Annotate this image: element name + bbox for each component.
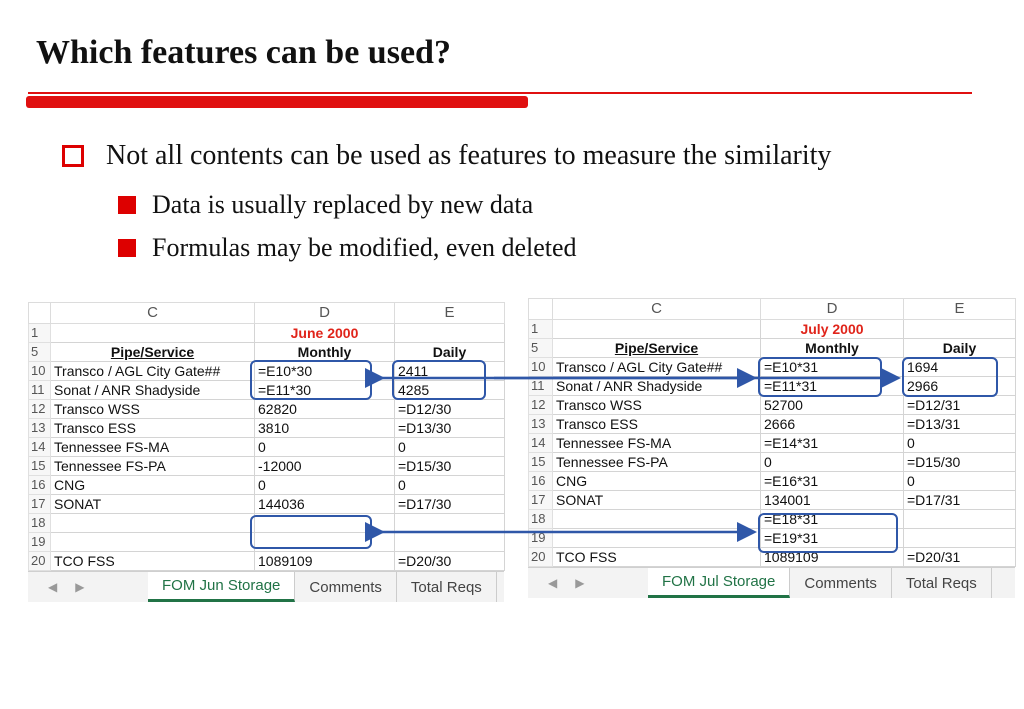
cell-monthly[interactable]: 62820 [255,400,395,419]
row-number[interactable]: 14 [29,438,51,457]
row-number[interactable]: 12 [29,400,51,419]
row-number[interactable]: 14 [529,434,553,453]
row-number[interactable]: 10 [29,362,51,381]
column-header-row [529,299,1016,320]
cell-pipe-service[interactable]: TCO FSS [553,548,761,567]
cell-monthly[interactable]: Monthly [761,339,904,358]
sheet-row [529,339,1016,358]
sheet-row [29,438,505,457]
bullet-main [62,140,831,172]
select-all-corner[interactable] [29,303,51,324]
row-number[interactable]: 5 [529,339,553,358]
cell-monthly[interactable]: =E11*31 [761,377,904,396]
cell-monthly[interactable]: June 2000 [255,324,395,343]
filled-square-bullet-icon [118,239,136,257]
cell-monthly[interactable]: -12000 [255,457,395,476]
cell-pipe-service[interactable]: Transco WSS [553,396,761,415]
row-number[interactable]: 12 [529,396,553,415]
sheet-tab-bar [28,571,504,602]
column-header[interactable]: D [761,299,904,320]
next-sheet-icon[interactable]: ▶ [575,576,585,590]
row-number[interactable]: 10 [529,358,553,377]
row-number[interactable]: 15 [529,453,553,472]
sub-bullet-text: Formulas may be modified, even deleted [152,233,577,262]
sheet-row [529,491,1016,510]
sheet-tab-fom-jul-storage[interactable]: FOM Jul Storage [648,568,790,598]
cell-pipe-service[interactable]: Tennessee FS-MA [51,438,255,457]
sheet-row [529,453,1016,472]
column-header[interactable]: C [553,299,761,320]
cell-pipe-service[interactable]: Transco ESS [51,419,255,438]
cell-daily[interactable]: =D17/31 [904,491,1016,510]
cell-pipe-service[interactable]: Transco / AGL City Gate## [51,362,255,381]
sheet-tab-comments[interactable]: Comments [790,568,892,598]
sheet-row [29,324,505,343]
cell-pipe-service[interactable] [553,320,761,339]
cell-daily[interactable]: =D12/30 [395,400,505,419]
cell-pipe-service[interactable] [51,533,255,552]
row-number[interactable]: 18 [29,514,51,533]
prev-sheet-icon[interactable]: ◀ [548,576,558,590]
cell-monthly[interactable]: =E19*31 [761,529,904,548]
row-number[interactable]: 5 [29,343,51,362]
cell-daily[interactable]: 0 [904,472,1016,491]
cell-pipe-service[interactable]: TCO FSS [51,552,255,571]
cell-monthly[interactable]: =E14*31 [761,434,904,453]
highlight-jul-new-formulas [758,513,898,553]
cell-pipe-service[interactable]: Sonat / ANR Shadyside [51,381,255,400]
column-header[interactable]: E [904,299,1016,320]
row-number[interactable]: 17 [529,491,553,510]
row-number[interactable]: 16 [529,472,553,491]
cell-daily[interactable]: 2411 [395,362,505,381]
sheet-row [29,419,505,438]
bullet-main-text: Not all contents can be used as features to measure the similarity [106,140,832,171]
row-number[interactable]: 19 [29,533,51,552]
row-number[interactable]: 11 [29,381,51,400]
cell-daily[interactable]: Daily [904,339,1016,358]
cell-daily[interactable] [395,324,505,343]
cell-daily[interactable]: =D15/30 [395,457,505,476]
cell-monthly[interactable]: July 2000 [761,320,904,339]
sheet-tab-total-reqs[interactable]: Total Reqs [892,568,992,598]
row-number[interactable]: 16 [29,476,51,495]
cell-monthly[interactable]: 1089109 [761,548,904,567]
cell-pipe-service[interactable]: CNG [51,476,255,495]
cell-daily[interactable]: 0 [904,434,1016,453]
cell-pipe-service[interactable]: SONAT [553,491,761,510]
cell-monthly[interactable]: 0 [255,438,395,457]
cell-pipe-service[interactable] [553,510,761,529]
cell-pipe-service[interactable] [51,514,255,533]
highlight-jul-monthly-formulas [758,357,882,397]
row-number[interactable]: 20 [29,552,51,571]
select-all-corner[interactable] [529,299,553,320]
cell-pipe-service[interactable]: Transco WSS [51,400,255,419]
cell-monthly[interactable]: 0 [255,476,395,495]
cell-pipe-service[interactable]: Tennessee FS-PA [51,457,255,476]
sheet-row [29,552,505,571]
cell-daily[interactable] [904,320,1016,339]
cell-monthly[interactable]: 144036 [255,495,395,514]
sheet-row [529,320,1016,339]
row-number[interactable]: 11 [529,377,553,396]
prev-sheet-icon[interactable]: ◀ [48,580,58,594]
sheet-row [29,476,505,495]
highlight-jun-empty-rows [250,515,372,549]
sheet-tab-fom-jun-storage[interactable]: FOM Jun Storage [148,572,295,602]
cell-daily[interactable]: =D20/30 [395,552,505,571]
row-number[interactable]: 13 [29,419,51,438]
spreadsheet-june [28,302,504,602]
column-header[interactable]: E [395,303,505,324]
cell-monthly[interactable]: 134001 [761,491,904,510]
row-number[interactable]: 15 [29,457,51,476]
sheet-row [529,472,1016,491]
cell-daily[interactable]: 0 [395,476,505,495]
sheet-row [529,396,1016,415]
cell-daily[interactable]: 2966 [904,377,1016,396]
row-number[interactable]: 1 [29,324,51,343]
cell-daily[interactable] [395,514,505,533]
filled-square-bullet-icon [118,196,136,214]
column-header[interactable]: D [255,303,395,324]
cell-monthly[interactable]: =E10*30 [255,362,395,381]
title-underline-bar [26,96,528,108]
row-number[interactable]: 1 [529,320,553,339]
cell-daily[interactable]: =D15/30 [904,453,1016,472]
cell-daily[interactable] [904,510,1016,529]
sub-bullet-text: Data is usually replaced by new data [152,190,534,219]
column-header-row [29,303,505,324]
cell-monthly[interactable]: 3810 [255,419,395,438]
cell-pipe-service[interactable]: Pipe/Service [553,339,761,358]
sheet-row [29,495,505,514]
cell-daily[interactable]: 1694 [904,358,1016,377]
cell-daily[interactable]: 4285 [395,381,505,400]
sheet-row [29,343,505,362]
cell-daily[interactable] [395,533,505,552]
cell-daily[interactable] [904,529,1016,548]
cell-pipe-service[interactable]: Tennessee FS-PA [553,453,761,472]
cell-pipe-service[interactable]: Pipe/Service [51,343,255,362]
cell-pipe-service[interactable] [553,529,761,548]
next-sheet-icon[interactable]: ▶ [75,580,85,594]
highlight-jun-monthly-formulas [250,360,372,400]
sheet-tab-bar [528,567,1015,598]
row-number[interactable]: 19 [529,529,553,548]
cell-pipe-service[interactable]: SONAT [51,495,255,514]
sheet-row [29,457,505,476]
cell-monthly[interactable]: =E18*31 [761,510,904,529]
cell-monthly[interactable]: 52700 [761,396,904,415]
cell-monthly[interactable]: =E16*31 [761,472,904,491]
row-number[interactable]: 17 [29,495,51,514]
cell-pipe-service[interactable]: Tennessee FS-MA [553,434,761,453]
sheet-tab-comments[interactable]: Comments [295,572,397,602]
cell-monthly[interactable]: 2666 [761,415,904,434]
cell-daily[interactable]: 0 [395,438,505,457]
sheet-tab-total-reqs[interactable]: Total Reqs [397,572,497,602]
row-number[interactable]: 20 [529,548,553,567]
sub-bullet [118,190,533,220]
cell-daily[interactable]: =D17/30 [395,495,505,514]
cell-pipe-service[interactable]: Transco ESS [553,415,761,434]
row-number[interactable]: 18 [529,510,553,529]
cell-daily[interactable]: =D13/31 [904,415,1016,434]
title-underline-thin [28,92,972,94]
sheet-row [529,434,1016,453]
sheet-nav[interactable] [28,572,148,602]
cell-pipe-service[interactable] [51,324,255,343]
slide-title: Which features can be used? [36,34,451,71]
hollow-square-bullet-icon [62,145,84,167]
column-header[interactable]: C [51,303,255,324]
cell-pipe-service[interactable]: Transco / AGL City Gate## [553,358,761,377]
cell-monthly[interactable]: 1089109 [255,552,395,571]
highlight-jun-daily-values [392,360,486,400]
cell-monthly[interactable]: =E11*30 [255,381,395,400]
cell-monthly[interactable]: =E10*31 [761,358,904,377]
cell-daily[interactable]: Daily [395,343,505,362]
row-number[interactable]: 13 [529,415,553,434]
cell-daily[interactable]: =D20/31 [904,548,1016,567]
highlight-jul-daily-values [902,357,998,397]
spreadsheet-july [528,298,1015,598]
cell-monthly[interactable]: Monthly [255,343,395,362]
cell-daily[interactable]: =D13/30 [395,419,505,438]
cell-pipe-service[interactable]: CNG [553,472,761,491]
sheet-row [529,415,1016,434]
cell-daily[interactable]: =D12/31 [904,396,1016,415]
sheet-nav[interactable] [528,568,648,598]
cell-monthly[interactable]: 0 [761,453,904,472]
sub-bullet [118,233,577,263]
sheet-row [29,400,505,419]
cell-pipe-service[interactable]: Sonat / ANR Shadyside [553,377,761,396]
